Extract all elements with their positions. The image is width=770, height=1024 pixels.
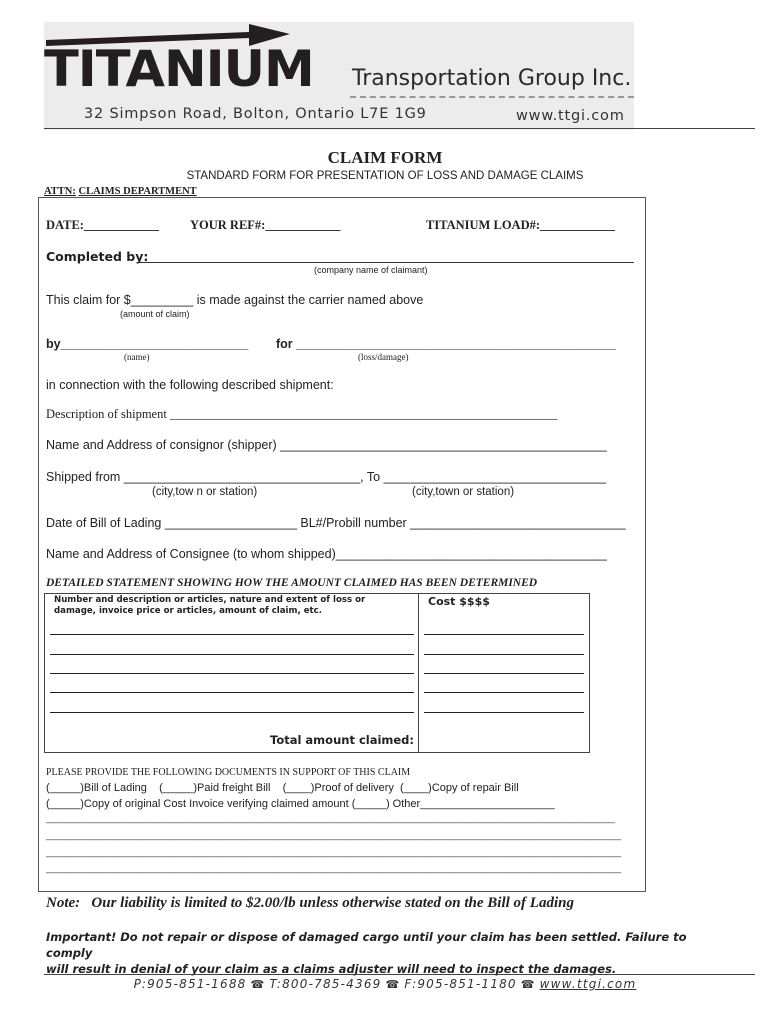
contact-footer [0,977,770,991]
documents-heading: PLEASE PROVIDE THE FOLLOWING DOCUMENTS IN SUPPORT OF THIS CLAIM [46,767,411,778]
liability-note: Note: Our liability is limited to $2.00/lb unless otherwise stated on the Bill of Lading [46,895,574,911]
shipped-from-field[interactable]: Shipped from __________________________________, To ________________________________ [46,470,607,484]
phone-icon: ☎ [520,978,536,991]
shipped-to-hint: (city,town or station) [412,486,515,498]
documents-blank-line[interactable]: ______________________________________________________________________________________________ [46,829,622,841]
logo-wordmark: TITANIUM [44,40,314,98]
company-name: Transportation Group Inc. [352,66,632,91]
col1-header-line1: Number and description or articles, nature and extent of loss or [54,595,366,605]
documents-blank-line[interactable]: ______________________________________________________________________________________________ [46,862,622,874]
page-subtitle: STANDARD FORM FOR PRESENTATION OF LOSS AND DAMAGE CLAIMS [186,170,584,182]
phone-icon: ☎ [250,978,266,991]
completed-by-hint: (company name of claimant) [314,265,428,275]
attention-line [44,186,197,197]
description-field[interactable]: Description of shipment ______________________________________________________________ [46,407,558,421]
documents-blank-line[interactable]: ______________________________________________________________________________________________ [46,846,622,858]
by-field[interactable]: by___________________________ [46,337,249,351]
footer-rule [44,974,755,975]
logo-divider [350,96,634,100]
documents-checklist-1[interactable]: (_____)Bill of Lading (_____)Paid freight Bill (____)Proof of delivery (____)Copy of repair Bill [46,782,519,794]
statement-row-cost[interactable] [424,634,584,635]
total-claimed-label: Total amount claimed: [270,733,415,747]
bill-of-lading-field[interactable]: Date of Bill of Lading ___________________ BL#/Probill number _______________________________ [46,516,626,530]
consignor-field[interactable]: Name and Address of consignor (shipper) _______________________________________________ [46,438,607,452]
claim-amount-field[interactable]: This claim for $_________ is made against the carrier named above [46,293,424,307]
statement-row-cost[interactable] [424,712,584,713]
shipped-from-hint: (city,tow n or station) [152,486,258,498]
statement-row-description[interactable] [50,634,414,635]
claim-amount-hint: (amount of claim) [120,309,190,319]
titanium-load-field[interactable]: TITANIUM LOAD#:____________ [426,218,616,232]
statement-row-cost[interactable] [424,673,584,674]
statement-row-cost[interactable] [424,692,584,693]
connection-text: in connection with the following described shipment: [46,378,334,392]
documents-checklist-2[interactable]: (_____)Copy of original Cost Invoice verifying claimed amount (_____) Other______________________ [46,798,555,810]
completed-by-label: Completed by: [46,249,149,264]
statement-row-cost[interactable] [424,654,584,655]
statement-row-description[interactable] [50,654,414,655]
for-field[interactable]: for ______________________________________________ [276,337,616,351]
footer-toll-free: T:800-785-4369 [269,977,382,991]
footer-phone: P:905-851-1688 [133,977,247,991]
important-notice [46,929,736,977]
by-hint: (name) [124,352,150,362]
consignee-field[interactable]: Name and Address of Consignee (to whom shipped)_______________________________________ [46,547,607,561]
statement-row-description[interactable] [50,712,414,713]
company-website: www.ttgi.com [516,108,625,124]
attn-department: CLAIMS DEPARTMENT [78,186,197,197]
header-rule [44,128,755,129]
documents-blank-line[interactable]: _____________________________________________________________________________________________ [46,812,615,824]
your-ref-field[interactable]: YOUR REF#:____________ [190,218,341,232]
col1-header-line2: damage, invoice price or articles, amount of claim, etc. [54,606,323,616]
page-title: CLAIM FORM [327,148,443,167]
for-hint: (loss/damage) [358,352,409,362]
date-field[interactable]: DATE:____________ [46,218,159,232]
statement-row-description[interactable] [50,673,414,674]
footer-website-link[interactable]: www.ttgi.com [539,977,637,991]
statement-col1-header [54,595,365,617]
statement-col2-header: Cost $$$$ [428,595,490,608]
important-line-1: Important! Do not repair or dispose of damaged cargo until your claim has been settled. Failure to comply [46,930,687,960]
statement-heading: DETAILED STATEMENT SHOWING HOW THE AMOUNT CLAIMED HAS BEEN DETERMINED [46,577,538,589]
completed-by-input-line[interactable] [138,262,634,263]
footer-fax: F:905-851-1180 [404,977,517,991]
statement-row-description[interactable] [50,692,414,693]
attn-prefix: ATTN: [44,186,76,197]
important-line-2: will result in denial of your claim as a claims adjuster will need to inspect the damages. [46,962,617,976]
phone-icon: ☎ [385,978,401,991]
company-address: 32 Simpson Road, Bolton, Ontario L7E 1G9 [84,106,427,122]
statement-table-divider [418,593,419,753]
